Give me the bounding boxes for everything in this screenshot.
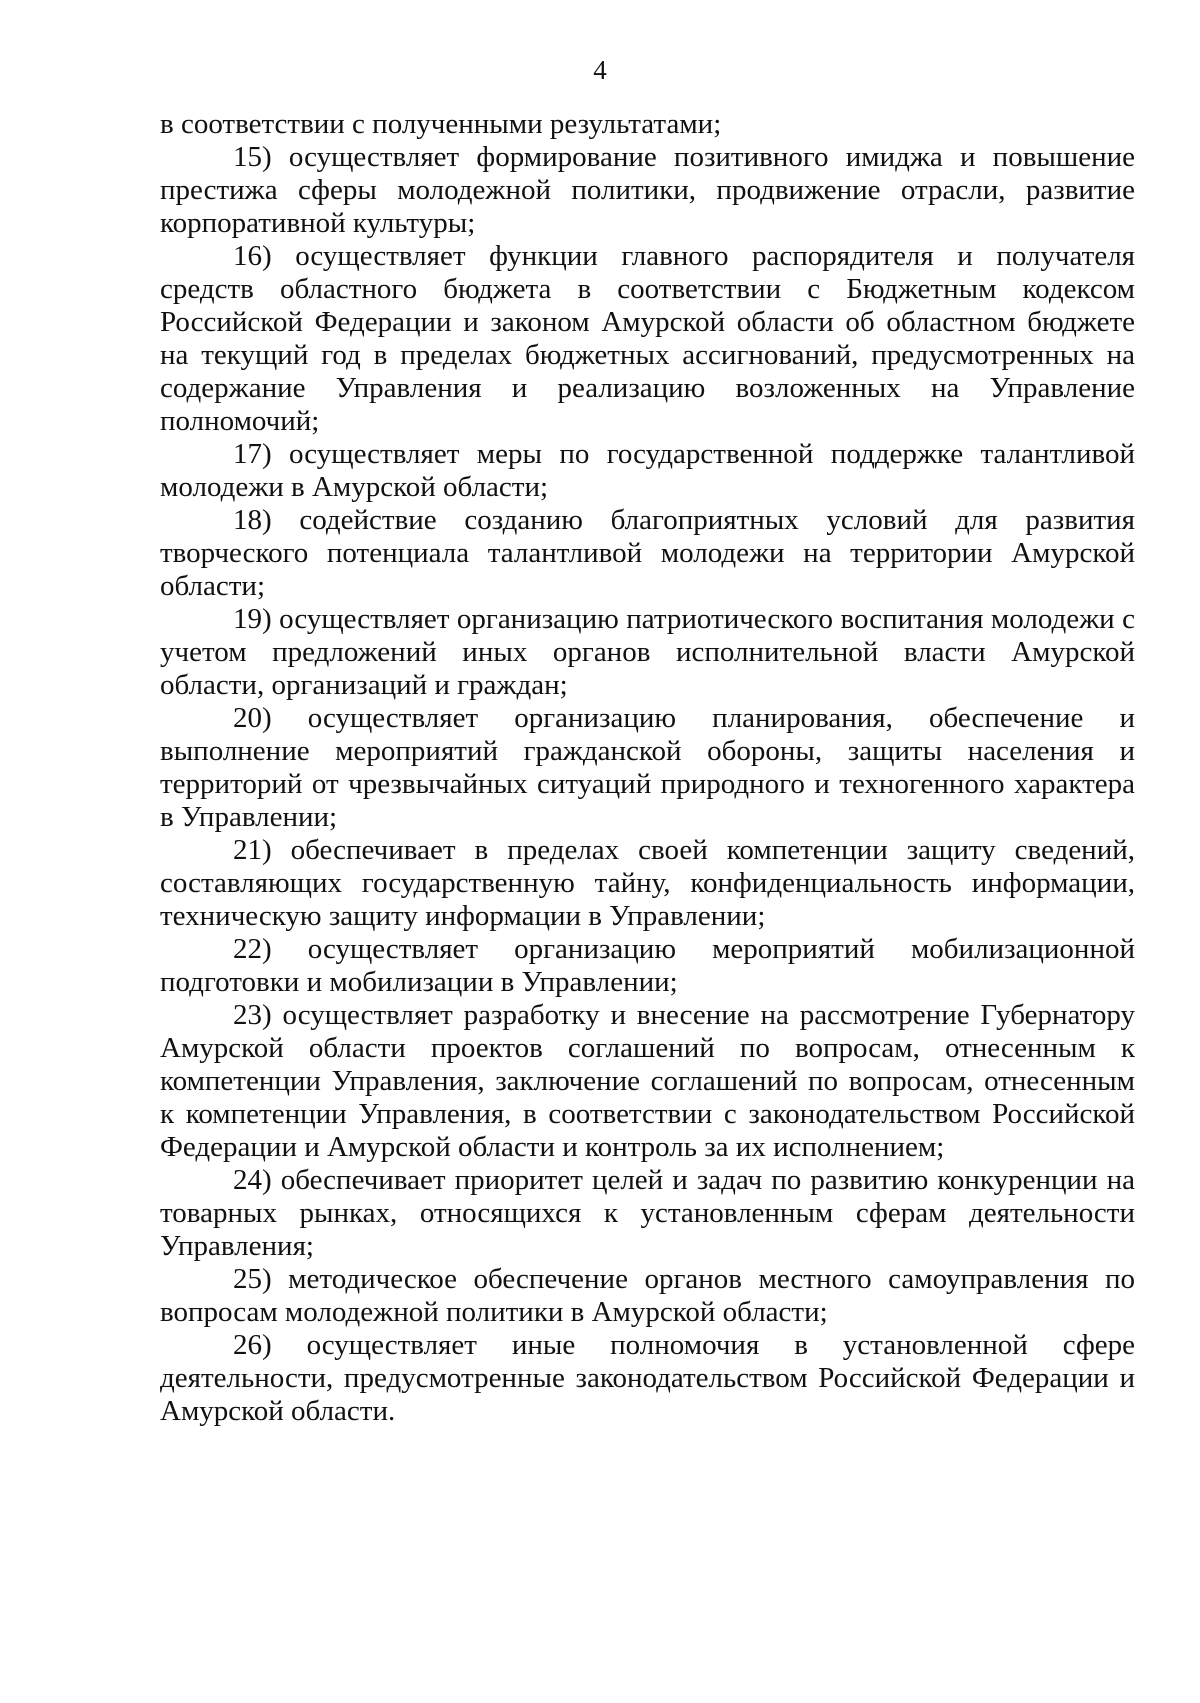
paragraph-item-17: 17) осуществляет меры по государственной поддержке талантливой молодежи в Амурской области; [160, 438, 1135, 503]
paragraph-item-16: 16) осуществляет функции главного распорядителя и получателя средств областного бюджета в соответствии с Бюджетным кодексом Российской Федерации и законом Амурской области об областном бюджете на текущий год в пределах бюджетных ассигнований, предусмотренных на содержание Управления и реализацию возложенных на Управление полномочий; [160, 240, 1135, 437]
document-body [160, 108, 1135, 1428]
paragraph-item-19: 19) осуществляет организацию патриотического воспитания молодежи с учетом предложений иных органов исполнительной власти Амурской области, организаций и граждан; [160, 603, 1135, 701]
paragraph-item-20: 20) осуществляет организацию планирования, обеспечение и выполнение мероприятий гражданской обороны, защиты населения и территорий от чрезвычайных ситуаций природного и техногенного характера в Управлении; [160, 702, 1135, 833]
paragraph-item-26: 26) осуществляет иные полномочия в установленной сфере деятельности, предусмотренные законодательством Российской Федерации и Амурской области. [160, 1329, 1135, 1427]
paragraph-item-24: 24) обеспечивает приоритет целей и задач по развитию конкуренции на товарных рынках, относящихся к установленным сферам деятельности Управления; [160, 1164, 1135, 1262]
paragraph-item-21: 21) обеспечивает в пределах своей компетенции защиту сведений, составляющих государственную тайну, конфиденциальность информации, техническую защиту информации в Управлении; [160, 834, 1135, 932]
paragraph-item-23: 23) осуществляет разработку и внесение на рассмотрение Губернатору Амурской области проектов соглашений по вопросам, отнесенным к компетенции Управления, заключение соглашений по вопросам, отнесенным к компетенции Управления, в соответствии с законодательством Российской Федерации и Амурской области и контроль за их исполнением; [160, 999, 1135, 1163]
paragraph-continuation: в соответствии с полученными результатами; [160, 108, 722, 140]
paragraph-item-18: 18) содействие созданию благоприятных условий для развития творческого потенциала талантливой молодежи на территории Амурской области; [160, 504, 1135, 602]
paragraph-item-15: 15) осуществляет формирование позитивного имиджа и повышение престижа сферы молодежной политики, продвижение отрасли, развитие корпоративной культуры; [160, 141, 1135, 239]
paragraph-item-25: 25) методическое обеспечение органов местного самоуправления по вопросам молодежной политики в Амурской области; [160, 1263, 1135, 1328]
page-number: 4 [593, 55, 607, 85]
paragraph-item-22: 22) осуществляет организацию мероприятий мобилизационной подготовки и мобилизации в Управлении; [160, 933, 1135, 998]
